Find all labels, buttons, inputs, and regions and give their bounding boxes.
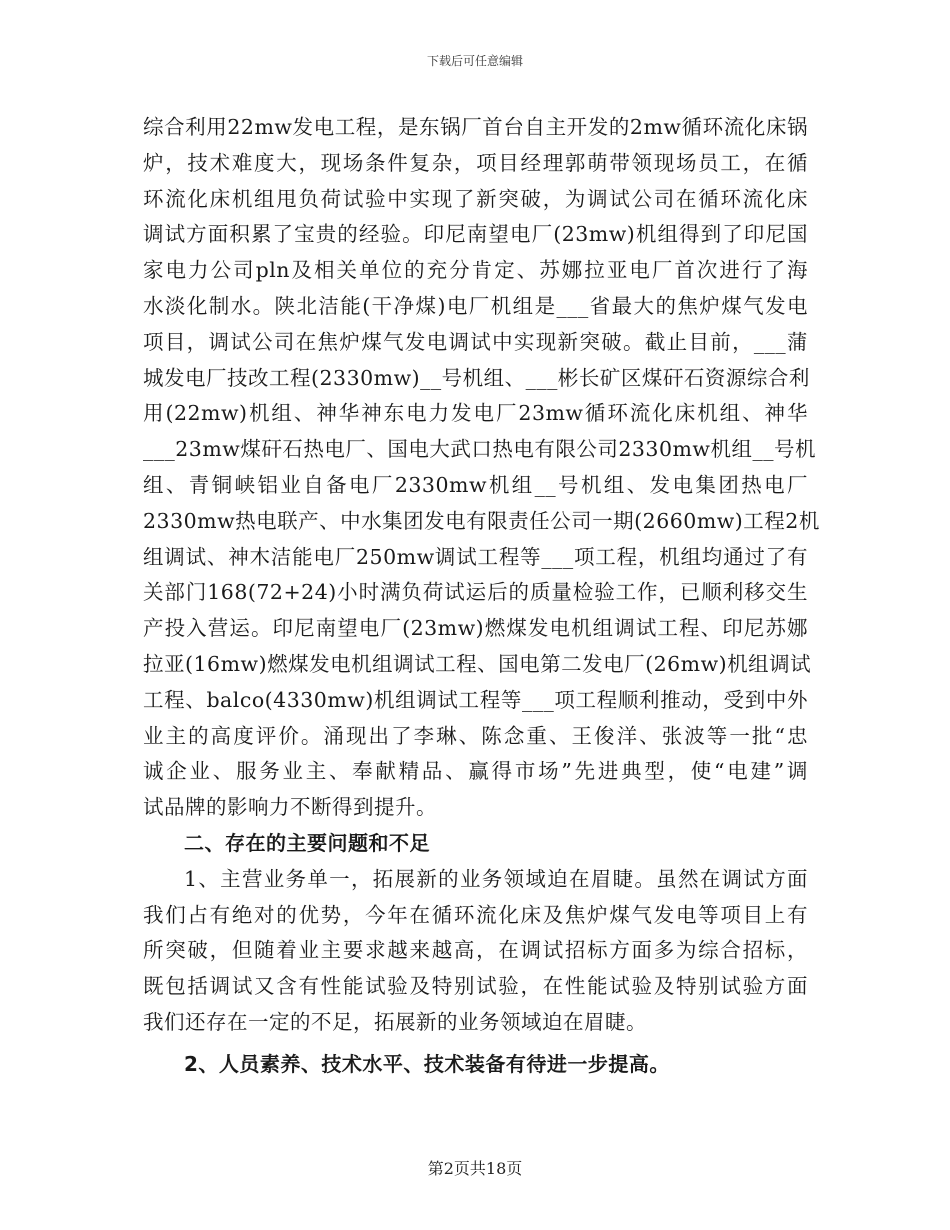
paragraph-line: 拉亚(16mw)燃煤发电机组调试工程、国电第二发电厂(26mw)机组调试: [143, 651, 812, 676]
paragraph-line: 组调试、神木洁能电厂250mw调试工程等___项工程，机组均通过了有: [143, 544, 808, 569]
paragraph-line: 试品牌的影响力不断得到提升。: [143, 795, 437, 820]
paragraph-line: 城发电厂技改工程(2330mw)__号机组、___彬长矿区煤矸石资源综合利: [143, 365, 810, 390]
section-paragraph-line: 1、主营业务单一，拓展新的业务领域迫在眉睫。虽然在调试方面: [184, 866, 808, 891]
subsection-heading: 2、人员素养、技术水平、技术装备有待进一步提高。: [184, 1051, 670, 1076]
section-paragraph-line: 我们还存在一定的不足，拓展新的业务领域迫在眉睫。: [143, 1009, 647, 1034]
paragraph-line: 项目，调试公司在焦炉煤气发电调试中实现新突破。截止目前，___蒲: [143, 329, 808, 354]
paragraph-line: 组、青铜峡铝业自备电厂2330mw机组__号机组、发电集团热电厂: [143, 472, 808, 497]
page-header: 下载后可任意编辑: [426, 54, 523, 68]
paragraph-line: 关部门168(72+24)小时满负荷试运后的质量检验工作，已顺利移交生: [143, 580, 808, 605]
paragraph-line: 2330mw热电联产、中水集团发电有限责任公司一期(2660mw)工程2机: [143, 508, 820, 533]
document-body: [143, 110, 820, 1083]
paragraph-line: 工程、balco(4330mw)机组调试工程等___项工程顺利推动，受到中外: [143, 687, 808, 712]
section-paragraph-line: 既包括调试又含有性能试验及特别试验，在性能试验及特别试验方面: [143, 974, 808, 999]
paragraph-line: 诚企业、服务业主、奉献精品、赢得市场”先进典型，使“电建”调: [143, 759, 808, 784]
paragraph-line: 产投入营运。印尼南望电厂(23mw)燃煤发电机组调试工程、印尼苏娜: [143, 616, 808, 641]
section-paragraph-line: 所突破，但随着业主要求越来越高，在调试招标方面多为综合招标，: [143, 938, 808, 963]
paragraph-line: 家电力公司pln及相关单位的充分肯定、苏娜拉亚电厂首次进行了海: [143, 258, 808, 283]
section-paragraph-line: 我们占有绝对的优势，今年在循环流化床及焦炉煤气发电等项目上有: [143, 902, 808, 927]
paragraph-line: 环流化床机组甩负荷试验中实现了新突破，为调试公司在循环流化床: [143, 186, 808, 211]
paragraph-line: 综合利用22mw发电工程，是东锅厂首台自主开发的2mw循环流化床锅: [143, 115, 808, 139]
section-heading: 二、存在的主要问题和不足: [184, 830, 430, 855]
paragraph-line: 业主的高度评价。涌现出了李琳、陈念重、王俊洋、张波等一批“忠: [143, 723, 808, 748]
paragraph-line: 用(22mw)机组、神华神东电力发电厂23mw循环流化床机组、神华: [143, 401, 808, 426]
paragraph-line: 调试方面积累了宝贵的经验。印尼南望电厂(23mw)机组得到了印尼国: [143, 222, 808, 247]
paragraph-line: ___23mw煤矸石热电厂、国电大武口热电有限公司2330mw机组__号机: [143, 437, 816, 462]
page-footer: 第2页共18页: [427, 1159, 523, 1178]
paragraph-line: 炉，技术难度大，现场条件复杂，项目经理郭萌带领现场员工，在循: [143, 150, 808, 175]
paragraph-line: 水淡化制水。陕北洁能(干净煤)电厂机组是___省最大的焦炉煤气发电: [143, 293, 808, 318]
